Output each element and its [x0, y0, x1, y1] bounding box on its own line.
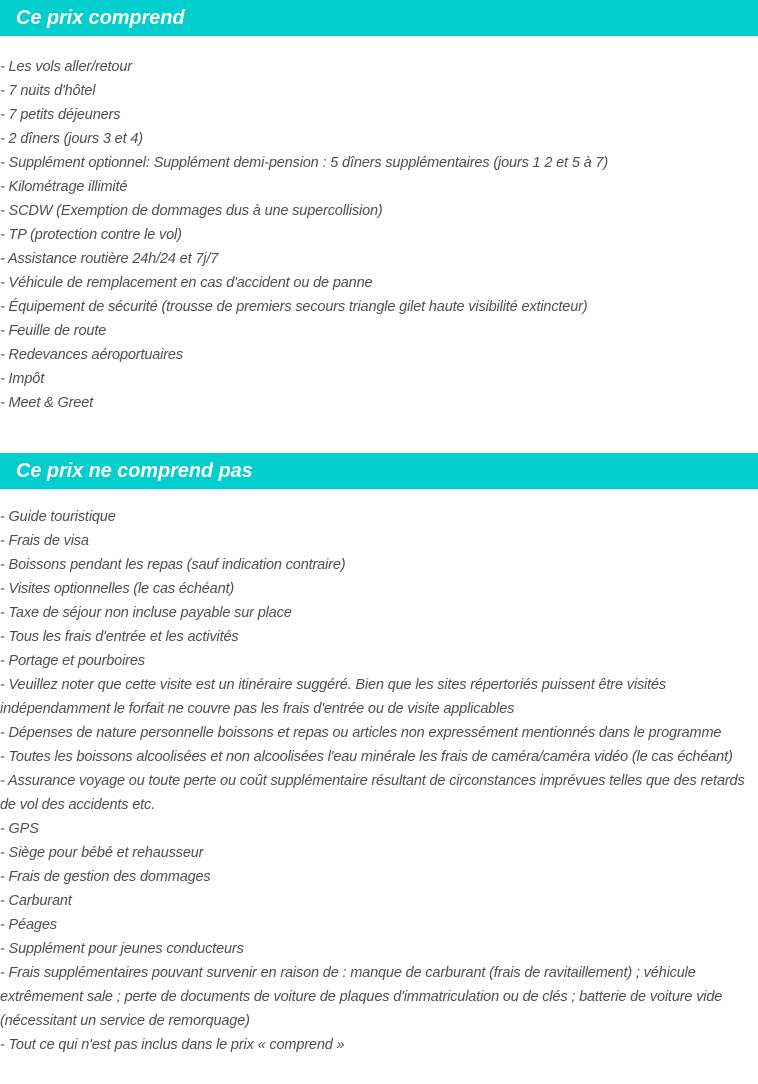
spacer-after-not-included-header — [0, 489, 758, 505]
list-item: - Impôt — [0, 371, 45, 387]
list-item: - Carburant — [0, 893, 72, 909]
list-item: - GPS — [0, 821, 39, 837]
list-item: - Meet & Greet — [0, 395, 93, 411]
included-list — [0, 55, 758, 415]
list-item: - TP (protection contre le vol) — [0, 227, 182, 243]
section-title-included: Ce prix comprend — [16, 7, 185, 29]
list-item: - Portage et pourboires — [0, 653, 145, 669]
list-item: - Assurance voyage ou toute perte ou coût supplémentaire résultant de circonstances imprévues telles que des retards de vol des accidents etc. — [0, 773, 745, 813]
list-item: - Taxe de séjour non incluse payable sur place — [0, 605, 292, 621]
list-item: - Péages — [0, 917, 57, 933]
section-header-not-included — [0, 453, 758, 489]
list-item: - Frais de visa — [0, 533, 89, 549]
list-item: - Supplément pour jeunes conducteurs — [0, 941, 244, 957]
list-item: - Assistance routière 24h/24 et 7j/7 — [0, 251, 219, 267]
section-title-not-included: Ce prix ne comprend pas — [16, 460, 253, 482]
list-item: - Kilométrage illimité — [0, 179, 128, 195]
list-item: - SCDW (Exemption de dommages dus à une supercollision) — [0, 203, 383, 219]
list-item: - Tout ce qui n'est pas inclus dans le prix « comprend » — [0, 1037, 345, 1053]
spacer-between-sections — [0, 415, 758, 453]
list-item: - Visites optionnelles (le cas échéant) — [0, 581, 235, 597]
list-item: - Toutes les boissons alcoolisées et non alcoolisées l'eau minérale les frais de caméra/caméra vidéo (le cas échéant) — [0, 749, 733, 765]
list-item: - Les vols aller/retour — [0, 59, 132, 75]
list-item: - Équipement de sécurité (trousse de premiers secours triangle gilet haute visibilité extincteur) — [0, 299, 588, 315]
list-item: - Dépenses de nature personnelle boissons et repas ou articles non expressément mentionnés dans le programme — [0, 725, 722, 741]
list-item: - Tous les frais d'entrée et les activités — [0, 629, 239, 645]
spacer-page-bottom — [0, 1057, 758, 1071]
list-item: - Feuille de route — [0, 323, 107, 339]
list-item: - 2 dîners (jours 3 et 4) — [0, 131, 143, 147]
list-item: - Redevances aéroportuaires — [0, 347, 183, 363]
list-item: - Supplément optionnel: Supplément demi-pension : 5 dîners supplémentaires (jours 1 2 et 5 à 7) — [0, 155, 608, 171]
list-item: - Frais supplémentaires pouvant survenir en raison de : manque de carburant (frais de ravitaillement) ; véhicule extrêmement sale ; perte de documents de voiture de plaques d'immatriculation ou de clés ; batterie de voiture vide (nécessitant un service de remorquage) — [0, 965, 723, 1029]
spacer-after-included-header — [0, 36, 758, 55]
list-item: - Boissons pendant les repas (sauf indication contraire) — [0, 557, 346, 573]
list-item: - 7 nuits d'hôtel — [0, 83, 96, 99]
list-item: - Veuillez noter que cette visite est un itinéraire suggéré. Bien que les sites répertoriés puissent être visités indépendamment le forfait ne couvre pas les frais d'entrée ou de visite applicables — [0, 677, 666, 717]
list-item: - Frais de gestion des dommages — [0, 869, 211, 885]
list-item: - Siège pour bébé et rehausseur — [0, 845, 204, 861]
list-item: - Véhicule de remplacement en cas d'accident ou de panne — [0, 275, 373, 291]
section-header-included — [0, 0, 758, 36]
section-body-not-included — [0, 505, 758, 1057]
section-body-included — [0, 55, 758, 415]
not-included-list — [0, 505, 758, 1057]
list-item: - 7 petits déjeuners — [0, 107, 121, 123]
list-item: - Guide touristique — [0, 509, 116, 525]
